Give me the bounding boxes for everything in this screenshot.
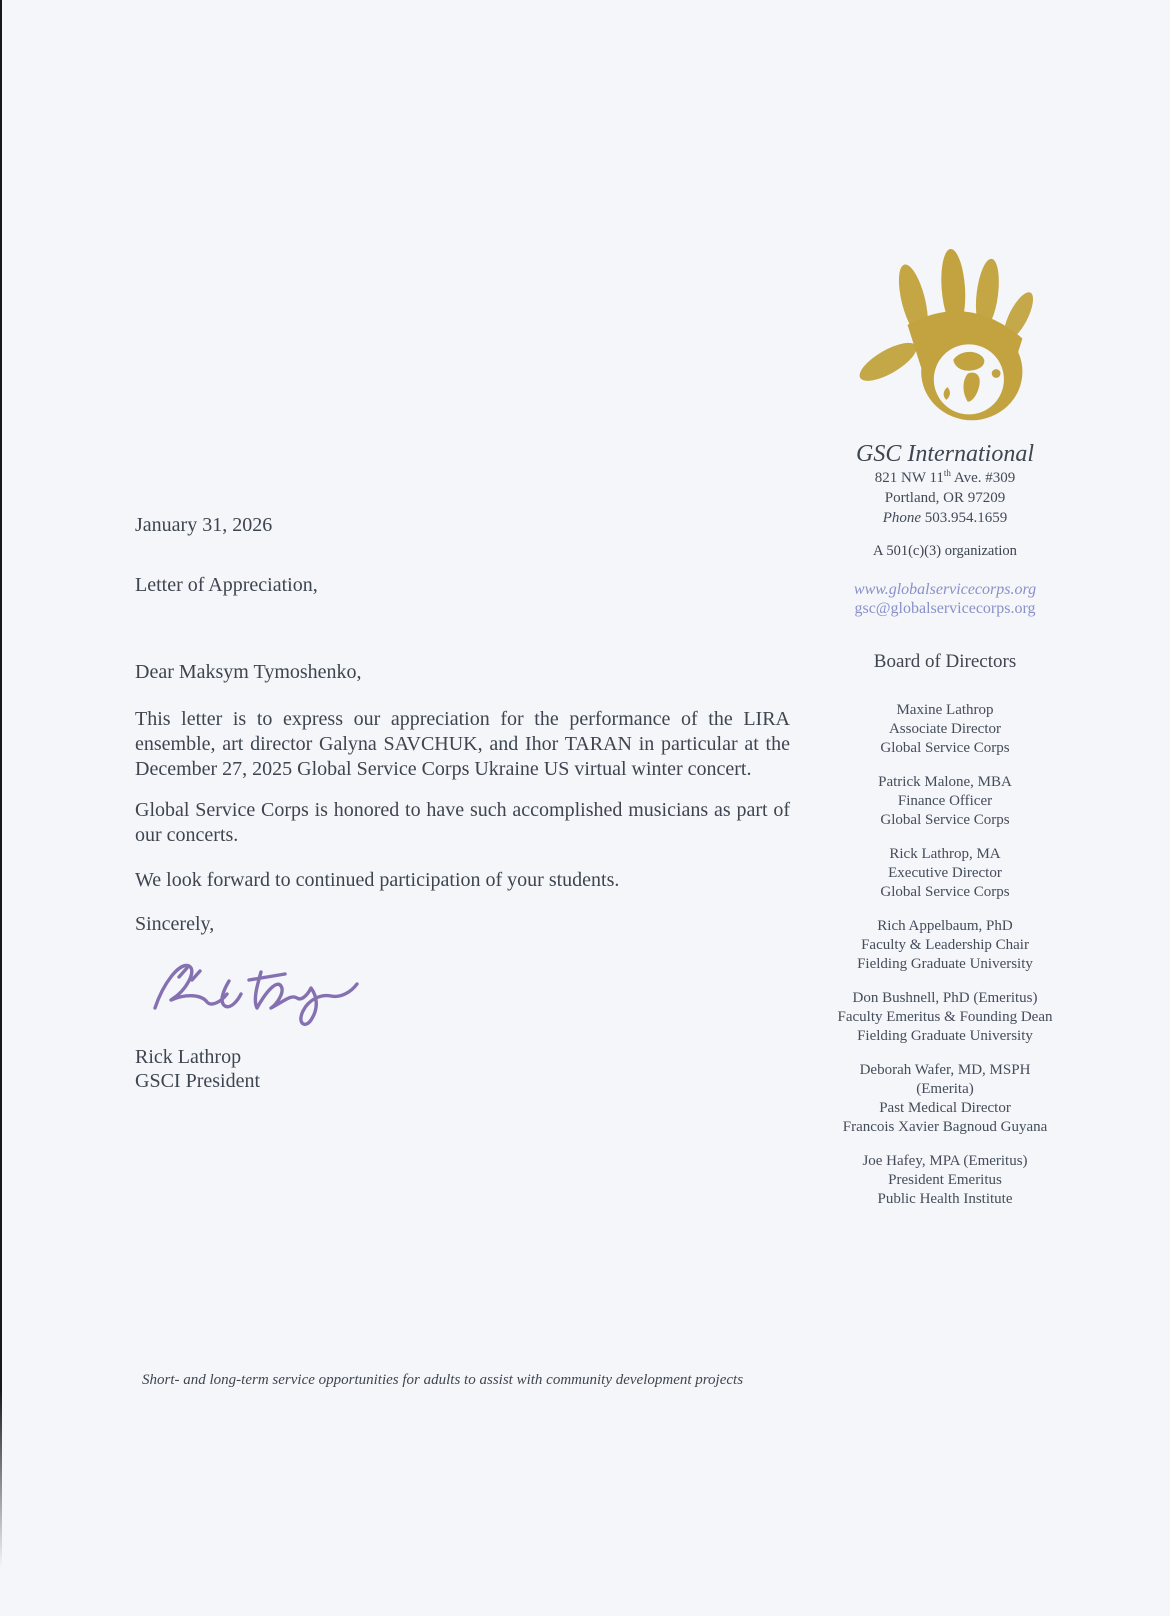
member-name: Rick Lathrop, MA xyxy=(889,846,1001,862)
phone-number: 503.954.1659 xyxy=(921,510,1008,526)
member-name: Rich Appelbaum, PhD xyxy=(877,918,1013,934)
member-role: Finance Officer xyxy=(897,793,993,809)
letterhead-column xyxy=(795,245,1095,1224)
letter-body xyxy=(135,513,790,1093)
letter-paragraph: Global Service Corps is honored to have such accomplished musicians as part of our concerts. xyxy=(135,799,790,846)
member-role: Executive Director xyxy=(888,865,1002,881)
street-prefix: 821 NW 11 xyxy=(874,470,944,486)
member-role: Faculty Emeritus & Founding Dean xyxy=(837,1009,1053,1025)
member-name: Patrick Malone, MBA xyxy=(878,774,1012,790)
nonprofit-note: A 501(c)(3) organization xyxy=(873,543,1017,559)
member-org: Global Service Corps xyxy=(880,884,1010,900)
email-link: gsc@globalservicecorps.org xyxy=(854,600,1036,617)
member-name: Deborah Wafer, MD, MSPH xyxy=(859,1062,1031,1078)
website-link: www.globalservicecorps.org xyxy=(853,581,1037,598)
member-org: Fielding Graduate University xyxy=(857,1028,1033,1044)
org-name: GSC International xyxy=(856,441,1034,467)
board-member xyxy=(795,989,1095,1046)
member-role: (Emerita) xyxy=(916,1081,974,1097)
member-role: Past Medical Director xyxy=(879,1100,1011,1116)
member-org: Global Service Corps xyxy=(880,812,1010,828)
letter-subject: Letter of Appreciation, xyxy=(135,574,318,596)
signer-title: GSCI President xyxy=(135,1070,260,1092)
member-org: Fielding Graduate University xyxy=(857,956,1033,972)
letter-paragraph: We look forward to continued participation of your students. xyxy=(135,869,620,891)
scan-edge-artifact xyxy=(0,0,2,1616)
board-member xyxy=(795,1061,1095,1137)
member-name: Maxine Lathrop xyxy=(896,702,994,718)
street-suffix: Ave. #309 xyxy=(950,470,1016,486)
signer-name: Rick Lathrop xyxy=(135,1046,242,1068)
member-org: Francois Xavier Bagnoud Guyana xyxy=(842,1119,1048,1135)
letter-date: January 31, 2026 xyxy=(135,514,273,536)
board-heading: Board of Directors xyxy=(873,651,1017,672)
board-member xyxy=(795,701,1095,758)
phone-label: Phone xyxy=(882,510,922,526)
signer-block xyxy=(135,1045,790,1093)
handprint-globe-icon xyxy=(853,245,1038,430)
board-member xyxy=(795,917,1095,974)
board-member xyxy=(795,1152,1095,1209)
letter-closing: Sincerely, xyxy=(135,913,215,935)
signature xyxy=(149,950,389,1035)
address-street xyxy=(795,468,1095,488)
member-role: Faculty & Leadership Chair xyxy=(861,937,1029,953)
member-name: Don Bushnell, PhD (Emeritus) xyxy=(852,990,1038,1006)
address-city: Portland, OR 97209 xyxy=(884,490,1006,506)
board-member-list xyxy=(795,701,1095,1209)
street-ordinal: th xyxy=(943,468,951,478)
member-name: Joe Hafey, MPA (Emeritus) xyxy=(862,1153,1028,1169)
member-role: Associate Director xyxy=(888,721,1002,737)
letter-paragraph: This letter is to express our appreciation for the performance of the LIRA ensemble, art director Galyna SAVCHUK, and Ihor TARAN in particular at the December 27, 2025 Global Service Corps Ukraine US virtual winter concert. xyxy=(135,708,790,780)
member-role: President Emeritus xyxy=(888,1172,1002,1188)
letter-salutation: Dear Maksym Tymoshenko, xyxy=(135,661,362,683)
board-member xyxy=(795,845,1095,902)
board-member xyxy=(795,773,1095,830)
member-org: Public Health Institute xyxy=(877,1191,1013,1207)
member-org: Global Service Corps xyxy=(880,740,1010,756)
footer-tagline: Short- and long-term service opportunities for adults to assist with community development projects xyxy=(142,1372,744,1388)
address-phone xyxy=(795,508,1095,528)
